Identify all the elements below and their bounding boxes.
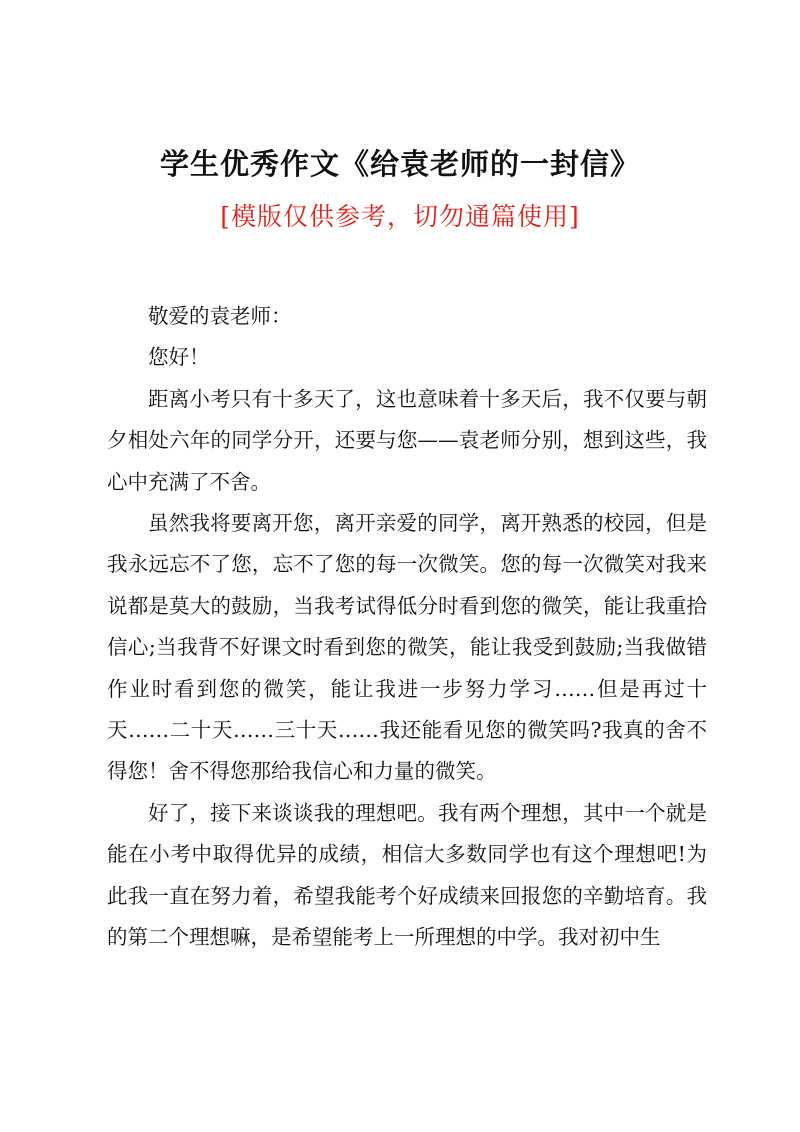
greeting: 您好！ xyxy=(148,345,210,370)
paragraph-3: 好了，接下来谈谈我的理想吧。我有两个理想，其中一个就是能在小考中取得优异的成绩，相信大多数同学也有这个理想吧!为此我一直在努力着，希望我能考个好成绩来回报您的辛勤培育。我的第二个理想嘛，是希望能考上一所理想的中学。我对初中生 xyxy=(107,800,707,950)
paragraph-2: 虽然我将要离开您，离开亲爱的同学，离开熟悉的校园，但是我永远忘不了您，忘不了您的每一次微笑。您的每一次微笑对我来说都是莫大的鼓励，当我考试得低分时看到您的微笑，能让我重拾信心;当我背不好课文时看到您的微笑，能让我受到鼓励;当我做错作业时看到您的微笑，能让我进一步努力学习……但是再过十天……二十天……三十天……我还能看见您的微笑吗?我真的舍不得您！舍不得您那给我信心和力量的微笑。 xyxy=(107,511,707,784)
salutation: 敬爱的袁老师： xyxy=(148,304,292,328)
document-title: 学生优秀作文《给袁老师的一封信》 xyxy=(159,147,640,181)
paragraph-1: 距离小考只有十多天了，这也意味着十多天后，我不仅要与朝夕相处六年的同学分开，还要与您——袁老师分别，想到这些，我心中充满了不舍。 xyxy=(107,386,707,494)
letter-body xyxy=(107,296,707,959)
document-subtitle: [模版仅供参考，切勿通篇使用] xyxy=(220,202,580,231)
